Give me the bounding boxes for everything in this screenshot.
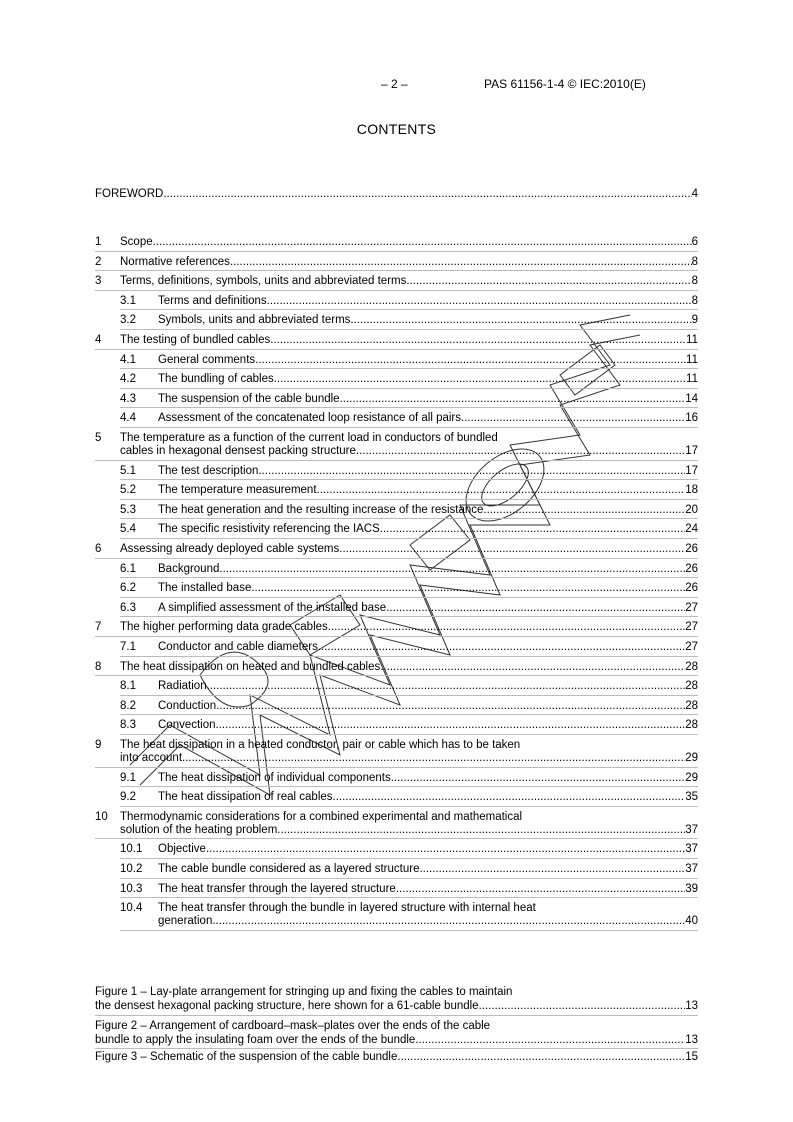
toc-page: 8: [691, 255, 698, 268]
toc-item[interactable]: [120, 699, 698, 714]
toc-label-continuation: into account: [120, 752, 183, 764]
divider: [120, 538, 698, 539]
toc-leader: [318, 640, 685, 655]
toc-label: Objective: [158, 843, 206, 856]
toc-label-continuation: the densest hexagonal packing structure, here shown for a 61-cable bundle: [95, 1000, 479, 1012]
toc-leader: [328, 620, 685, 635]
toc-leader: [270, 333, 686, 348]
toc-leader: [356, 444, 685, 459]
toc-page: 11: [686, 353, 698, 366]
divider: [95, 767, 698, 768]
toc-label: The higher performing data grade cables: [120, 621, 328, 634]
toc-item[interactable]: [95, 542, 698, 557]
toc-number: 7: [95, 621, 102, 634]
toc-number: 6: [95, 543, 102, 555]
toc-item[interactable]: [95, 738, 698, 764]
divider: [95, 838, 698, 839]
toc-page: 6: [691, 236, 698, 248]
toc-number: 5.4: [120, 523, 136, 536]
toc-number: 5: [95, 432, 102, 444]
toc-page: 13: [685, 1000, 698, 1012]
toc-leader: [317, 483, 686, 498]
toc-page: 26: [685, 562, 698, 575]
toc-page: 11: [686, 373, 698, 386]
toc-label: The cable bundle considered as a layered structure: [158, 863, 420, 875]
toc-label: The temperature measurement: [158, 484, 317, 497]
toc-page: 28: [685, 719, 698, 732]
page-number: – 2 –: [381, 77, 408, 91]
toc-item[interactable]: [120, 901, 698, 928]
toc-label-continuation: generation: [158, 915, 213, 928]
toc-leader: [406, 274, 691, 289]
toc-number: 4.2: [120, 373, 136, 386]
toc-page: 26: [685, 582, 698, 595]
toc-number: 9.1: [120, 771, 136, 784]
toc-leader: [419, 862, 685, 877]
toc-number: 6.3: [120, 601, 136, 614]
toc-label: The heat generation and the resulting increase of the resistance: [158, 503, 484, 516]
toc-label: Conduction: [158, 699, 217, 712]
toc-label: The specific resistivity referencing the IACS: [158, 523, 380, 536]
toc-page: 8: [691, 275, 698, 288]
toc-item[interactable]: [120, 601, 698, 616]
toc-leader: [340, 392, 686, 407]
toc-label: The testing of bundled cables: [120, 334, 271, 346]
toc-label: General comments: [158, 353, 256, 366]
toc-number: 3: [95, 275, 102, 288]
toc-leader: [461, 411, 685, 426]
divider: [95, 558, 698, 559]
toc-item[interactable]: [95, 620, 698, 635]
document-reference: PAS 61156-1-4 © IEC:2010(E): [484, 77, 646, 91]
divider: [120, 518, 698, 519]
toc-number: 1: [95, 236, 102, 248]
toc-item[interactable]: [120, 372, 698, 387]
toc-page: 37: [685, 863, 698, 875]
toc-label: Terms, definitions, symbols, units and abbreviated terms: [120, 275, 407, 288]
toc-page: 17: [685, 445, 698, 457]
toc-number: 5.1: [120, 464, 136, 477]
divider: [95, 270, 698, 271]
toc-leader: [216, 718, 686, 733]
toc-page: 24: [685, 523, 698, 536]
toc-page: 14: [685, 392, 698, 405]
toc-item[interactable]: [95, 810, 698, 836]
toc-leader: [153, 235, 692, 250]
toc-leader: [255, 353, 686, 368]
toc-label-continuation: bundle to apply the insulating foam over the ends of the bundle: [95, 1034, 416, 1046]
toc-item[interactable]: [95, 333, 698, 348]
divider: [120, 695, 698, 696]
toc-leader: [483, 503, 685, 518]
toc-label: Normative references: [120, 255, 230, 268]
toc-label: Figure 3 – Schematic of the suspension of the cable bundle: [95, 1051, 398, 1063]
toc-number: 8.3: [120, 719, 136, 732]
divider: [95, 1015, 698, 1016]
divider: [95, 460, 698, 461]
toc-item[interactable]: [120, 483, 698, 498]
toc-leader: [251, 581, 685, 596]
toc-item[interactable]: [95, 660, 698, 675]
toc-leader: [219, 562, 685, 577]
toc-item[interactable]: [120, 522, 698, 537]
toc-number: 10.2: [120, 863, 143, 875]
toc-label: The bundling of cables: [158, 373, 274, 386]
divider: [120, 329, 698, 330]
toc-page: 29: [685, 771, 698, 784]
toc-item[interactable]: [120, 581, 698, 596]
toc-page: 27: [685, 601, 698, 614]
toc-leader: [350, 313, 691, 328]
toc-number: 6.1: [120, 562, 136, 575]
toc-label: Thermodynamic considerations for a combined experimental and mathematical: [120, 810, 523, 823]
toc-item[interactable]: [120, 464, 698, 479]
figure-item[interactable]: [95, 1019, 698, 1046]
toc-label: The suspension of the cable bundle: [158, 392, 340, 405]
toc-label: Background: [158, 562, 220, 575]
divider: [95, 636, 698, 637]
divider: [95, 290, 698, 291]
toc-label: The heat transfer through the bundle in layered structure with internal heat: [158, 902, 536, 915]
toc-leader: [182, 751, 685, 766]
toc-leader: [380, 522, 685, 537]
toc-leader: [230, 255, 692, 270]
toc-item[interactable]: [95, 255, 698, 270]
toc-label: The installed base: [158, 582, 252, 595]
toc-label: Radiation: [158, 680, 207, 693]
toc-page: 8: [691, 294, 698, 307]
toc-item[interactable]: [120, 842, 698, 857]
divider: [120, 897, 698, 898]
toc-page: 27: [685, 621, 698, 634]
divider: [120, 878, 698, 879]
toc-label: A simplified assessment of the installed base: [158, 601, 387, 614]
toc-leader: [212, 914, 685, 929]
toc-item[interactable]: [120, 790, 698, 805]
toc-leader: [479, 999, 686, 1014]
toc-page: 29: [685, 752, 698, 764]
toc-number: 3.1: [120, 294, 136, 307]
toc-page: 26: [685, 543, 698, 555]
divider: [95, 349, 698, 350]
toc-page: 9: [691, 314, 698, 327]
toc-item[interactable]: [95, 274, 698, 289]
toc-leader: [207, 679, 686, 694]
toc-page: 37: [685, 823, 698, 836]
toc-foreword[interactable]: [95, 187, 698, 202]
toc-leader: [258, 464, 685, 479]
divider: [120, 786, 698, 787]
toc-leader: [163, 187, 691, 202]
divider: [95, 675, 698, 676]
toc-number: 10.4: [120, 902, 143, 915]
toc-page: 15: [685, 1051, 698, 1063]
toc-leader: [277, 823, 685, 838]
toc-number: 3.2: [120, 314, 136, 327]
toc-item[interactable]: [120, 562, 698, 577]
figure-item[interactable]: [95, 985, 698, 1012]
toc-label: The test description: [158, 464, 259, 477]
toc-number: 5.2: [120, 484, 136, 497]
toc-item[interactable]: [120, 679, 698, 694]
divider: [120, 499, 698, 500]
toc-label: FOREWORD: [95, 188, 164, 200]
toc-page: 28: [685, 680, 698, 693]
toc-leader: [339, 542, 685, 557]
toc-number: 10.3: [120, 882, 143, 895]
toc-item[interactable]: [120, 411, 698, 426]
divider: [120, 858, 698, 859]
figure-item[interactable]: [95, 1050, 698, 1065]
toc-page: 11: [686, 334, 698, 346]
toc-number: 7.1: [120, 641, 136, 653]
toc-item[interactable]: [120, 718, 698, 733]
toc-label-continuation: cables in hexagonal densest packing structure: [120, 445, 356, 457]
divider: [95, 251, 698, 252]
toc-leader: [216, 699, 685, 714]
toc-number: 2: [95, 255, 102, 268]
toc-leader: [380, 660, 685, 675]
toc-item[interactable]: [120, 392, 698, 407]
toc-item[interactable]: [95, 235, 698, 250]
divider: [120, 407, 698, 408]
toc-label: Figure 1 – Lay-plate arrangement for stringing up and fixing the cables to maintain: [95, 986, 513, 998]
toc-item[interactable]: [95, 431, 698, 457]
toc-label: The heat dissipation in a heated conductor, pair or cable which has to be taken: [120, 739, 521, 751]
toc-page: 28: [685, 660, 698, 673]
toc-page: 39: [685, 882, 698, 895]
toc-number: 5.3: [120, 503, 136, 516]
toc-page: 40: [685, 915, 698, 928]
toc-number: 4.3: [120, 392, 136, 405]
divider: [120, 806, 698, 807]
toc-label-continuation: solution of the heating problem: [120, 823, 278, 836]
divider: [120, 734, 698, 735]
divider: [120, 577, 698, 578]
toc-page: 13: [685, 1034, 698, 1046]
toc-number: 9.2: [120, 791, 136, 804]
toc-page: 17: [685, 464, 698, 477]
toc-leader: [267, 294, 692, 309]
toc-item[interactable]: [120, 353, 698, 368]
toc-label: The heat dissipation of real cables: [158, 791, 333, 804]
divider: [120, 930, 698, 931]
toc-item[interactable]: [120, 882, 698, 897]
toc-page: 16: [685, 412, 698, 425]
toc-leader: [333, 790, 686, 805]
toc-page: 18: [685, 484, 698, 497]
toc-number: 8: [95, 660, 102, 673]
toc-item[interactable]: [120, 640, 698, 655]
toc-label: Symbols, units and abbreviated terms: [158, 314, 351, 327]
toc-leader: [274, 372, 686, 387]
toc-item[interactable]: [120, 294, 698, 309]
toc-label: Convection: [158, 719, 216, 732]
toc-page: 20: [685, 503, 698, 516]
toc-leader: [415, 1033, 685, 1048]
divider: [120, 427, 698, 428]
divider: [120, 714, 698, 715]
toc-number: 8.1: [120, 680, 136, 693]
page-title: CONTENTS: [356, 121, 437, 137]
toc-leader: [396, 882, 685, 897]
toc-label: Conductor and cable diameters: [158, 641, 318, 653]
divider: [120, 616, 698, 617]
divider: [120, 479, 698, 480]
toc-page: 28: [685, 699, 698, 712]
toc-label: Scope: [120, 236, 153, 248]
toc-leader: [206, 842, 685, 857]
toc-item[interactable]: [120, 771, 698, 786]
toc-number: 8.2: [120, 699, 136, 712]
toc-leader: [397, 1050, 685, 1065]
divider: [120, 309, 698, 310]
toc-label: Assessment of the concatenated loop resistance of all pairs: [158, 412, 462, 425]
toc-item[interactable]: [120, 313, 698, 328]
toc-page: 37: [685, 843, 698, 856]
toc-item[interactable]: [120, 862, 698, 877]
toc-label: The temperature as a function of the current load in conductors of bundled: [120, 432, 498, 444]
divider: [120, 388, 698, 389]
toc-page: 4: [691, 188, 698, 200]
toc-leader: [391, 771, 686, 786]
divider: [120, 597, 698, 598]
toc-number: 4: [95, 334, 102, 346]
toc-label: The heat dissipation on heated and bundled cables: [120, 660, 381, 673]
toc-label: The heat transfer through the layered structure: [158, 882, 396, 895]
toc-number: 10.1: [120, 843, 143, 856]
divider: [120, 368, 698, 369]
toc-label: The heat dissipation of individual components: [158, 771, 391, 784]
toc-leader: [386, 601, 685, 616]
toc-number: 4.4: [120, 412, 136, 425]
toc-number: 10: [95, 810, 108, 823]
toc-page: 35: [685, 791, 698, 804]
toc-label: Terms and definitions: [158, 294, 267, 307]
toc-label: Assessing already deployed cable systems: [120, 543, 340, 555]
toc-label: Figure 2 – Arrangement of cardboard–mask–plates over the ends of the cable: [95, 1020, 491, 1032]
toc-page: 27: [685, 641, 698, 653]
toc-number: 4.1: [120, 353, 136, 366]
toc-item[interactable]: [120, 503, 698, 518]
toc-number: 9: [95, 739, 102, 751]
toc-number: 6.2: [120, 582, 136, 595]
divider: [120, 656, 698, 657]
